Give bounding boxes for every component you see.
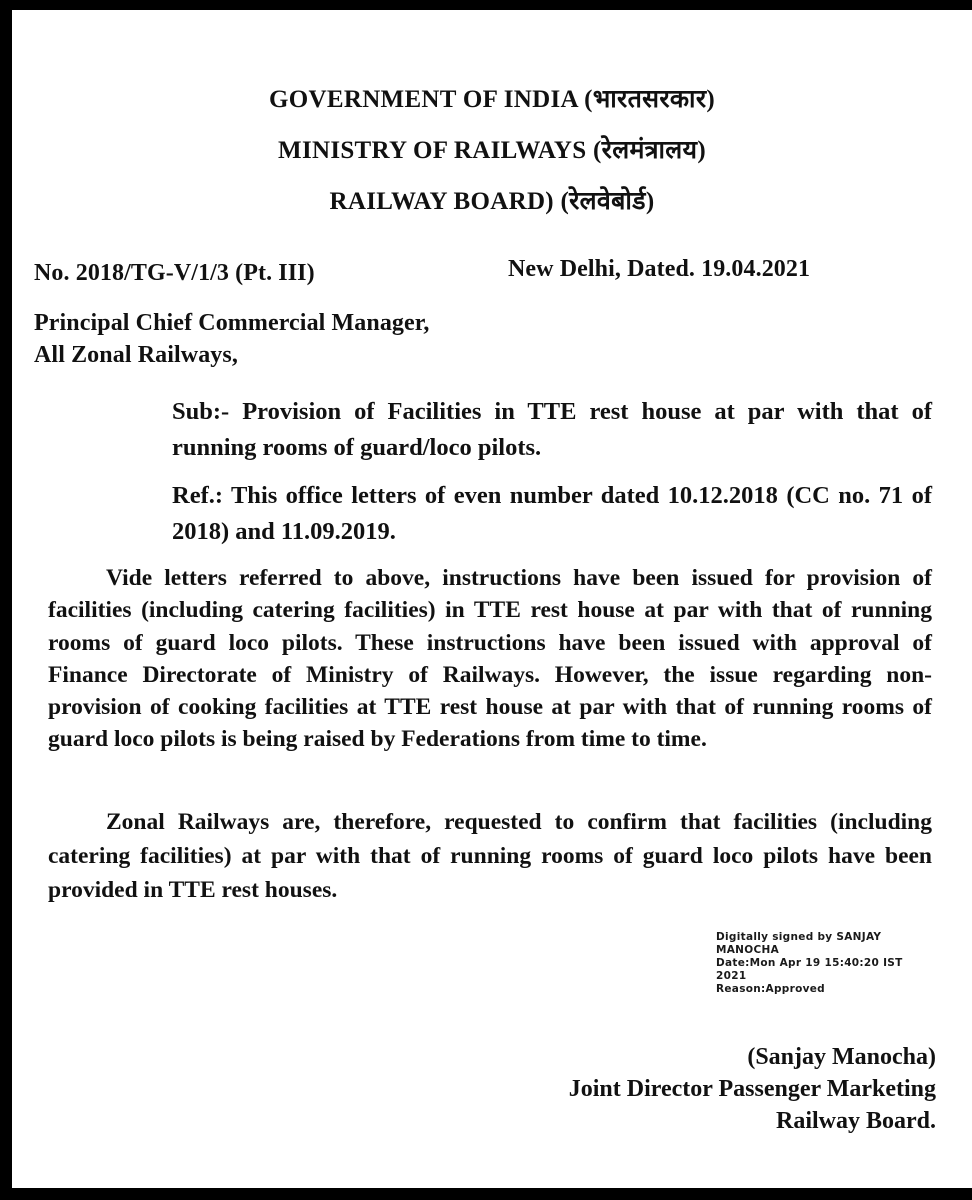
signatory-office: Railway Board. — [775, 1108, 936, 1134]
digital-signature-line-3: Date:Mon Apr 19 15:40:20 IST — [716, 957, 903, 969]
addressee-line-1: Principal Chief Commercial Manager, — [34, 310, 430, 336]
place-and-date: New Delhi, Dated. 19.04.2021 — [508, 256, 811, 282]
subject-line: Sub:- Provision of Facilities in TTE rest house at par with that of running rooms of guard/loco pilots. — [172, 398, 932, 461]
digital-signature-line-2: MANOCHA — [716, 944, 780, 956]
digital-signature-line-5: Reason:Approved — [716, 983, 825, 995]
body-paragraph-1: Vide letters referred to above, instructions have been issued for provision of facilities (including catering facilities) in TTE rest house at par with that of running rooms of guard loco pilots. These instructions have been issued with approval of Finance Directorate of Ministry of Railways. However, the issue regarding non-provision of cooking facilities at TTE rest house at par with that of running rooms of guard loco pilots is being raised by Federations from time to time. — [48, 565, 932, 753]
letter-page — [12, 10, 972, 1188]
addressee-line-2: All Zonal Railways, — [34, 342, 238, 368]
digital-signature-line-1: Digitally signed by SANJAY — [716, 931, 882, 943]
reference-number: No. 2018/TG-V/1/3 (Pt. III) — [34, 260, 315, 286]
digital-signature-line-4: 2021 — [716, 970, 747, 982]
signatory-name: (Sanjay Manocha) — [747, 1044, 936, 1070]
signatory-designation: Joint Director Passenger Marketing — [568, 1076, 936, 1102]
letterhead-ministry: MINISTRY OF RAILWAYS (रेलमंत्रालय) — [278, 137, 706, 164]
reference-line: Ref.: This office letters of even number dated 10.12.2018 (CC no. 71 of 2018) and 11.09.2019. — [172, 482, 932, 545]
letterhead-board: RAILWAY BOARD) (रेलवेबोर्ड) — [329, 188, 655, 215]
letterhead-government: GOVERNMENT OF INDIA (भारतसरकार) — [269, 86, 715, 113]
digital-signature-stamp — [716, 931, 972, 996]
body-paragraph-2: Zonal Railways are, therefore, requested to confirm that facilities (including catering facilities) at par with that of running rooms of guard loco pilots have been provided in TTE rest houses. — [48, 809, 932, 903]
